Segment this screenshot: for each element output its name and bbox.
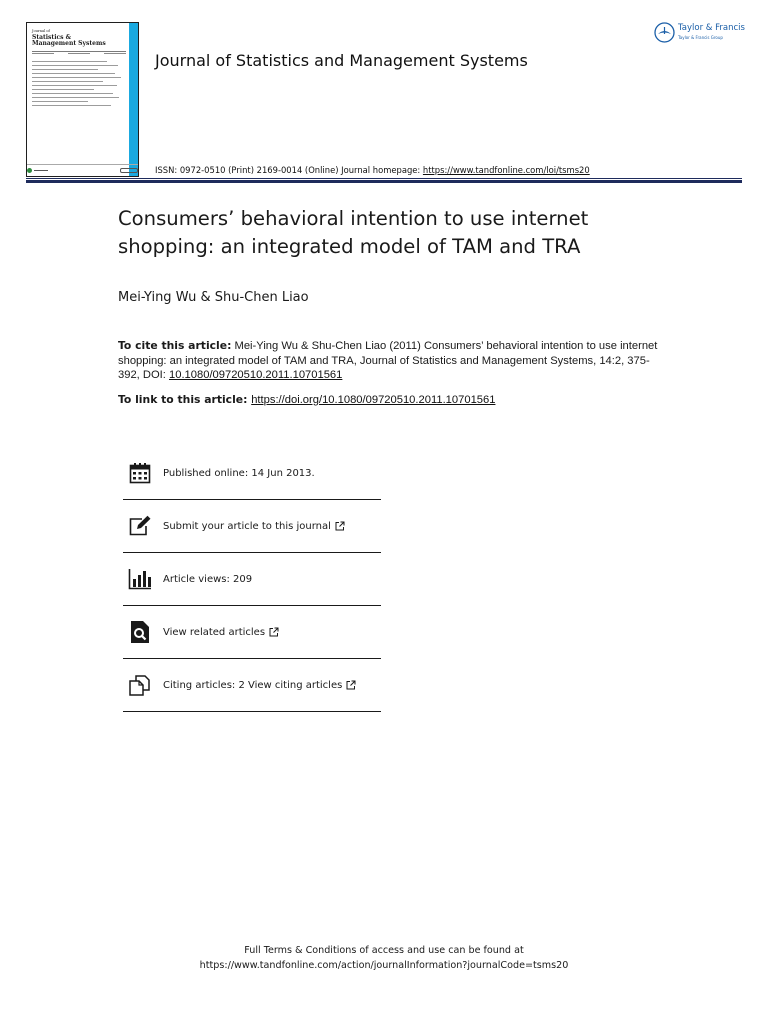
routledge-logo-icon — [120, 168, 138, 173]
journal-name: Journal of Statistics and Management Systems — [155, 51, 528, 70]
article-url-link[interactable]: https://doi.org/10.1080/09720510.2011.10701561 — [251, 394, 496, 406]
header-divider — [26, 180, 742, 183]
article-link-line — [118, 393, 495, 406]
journal-cover-thumbnail — [26, 22, 139, 177]
cite-label: To cite this article: — [118, 339, 232, 352]
cover-contents-lines — [32, 61, 126, 106]
cover-title: Journal of Statistics & Management Systems — [32, 29, 106, 47]
cover-accent-strip — [129, 23, 138, 176]
terms-footer — [0, 943, 768, 973]
article-authors: Mei-Ying Wu & Shu-Chen Liao — [118, 290, 309, 305]
published-online-label: Published online: 14 Jun 2013. — [163, 467, 315, 479]
citing-articles-label: Citing articles: 2 View citing articles — [163, 679, 343, 691]
calendar-icon — [128, 461, 152, 485]
citing-articles-icon — [128, 673, 152, 697]
article-views-label: Article views: 209 — [163, 573, 253, 585]
article-title: Consumers’ behavioral intention to use internet shopping: an integrated model of TAM and TRA — [118, 207, 589, 258]
terms-footer-link[interactable]: https://www.tandfonline.com/action/journalInformation?journalCode=tsms20 — [199, 960, 569, 971]
header-divider-thin — [26, 178, 742, 179]
edit-icon — [128, 514, 152, 538]
external-link-icon — [346, 680, 356, 690]
taylor-francis-logo-icon — [654, 22, 675, 43]
publisher-logo-icon — [27, 168, 32, 173]
citing-articles-row[interactable] — [123, 659, 381, 712]
publisher-name: Taylor & Francis — [678, 22, 745, 33]
journal-homepage-link[interactable]: https://www.tandfonline.com/loi/tsms20 — [422, 165, 590, 175]
terms-footer-line1: Full Terms & Conditions of access and use can be found at — [244, 945, 524, 956]
submit-article-label: Submit your article to this journal — [163, 520, 331, 532]
publisher-subname: Taylor & Francis Group — [678, 34, 723, 40]
bar-chart-icon — [128, 567, 152, 591]
article-info-list — [123, 447, 381, 712]
cover-footer — [27, 164, 138, 176]
article-views-row — [123, 553, 381, 606]
issn-line: ISSN: 0972-0510 (Print) 2169-0014 (Online) Journal homepage: https://www.tandfonline.com/loi/tsms20 — [155, 165, 590, 175]
published-online-row — [123, 447, 381, 500]
related-articles-label: View related articles — [163, 626, 266, 638]
doi-link[interactable]: 10.1080/09720510.2011.10701561 — [169, 369, 343, 381]
external-link-icon — [335, 521, 345, 531]
external-link-icon — [269, 627, 279, 637]
document-search-icon — [128, 620, 152, 644]
publisher-logo[interactable] — [654, 22, 745, 43]
link-label: To link to this article: — [118, 393, 252, 406]
related-articles-row[interactable] — [123, 606, 381, 659]
cite-text: Mei-Ying Wu & Shu-Chen Liao (2011) Consumers’ behavioral intention to use internet shopping: an integrated model of TAM and TRA, Journal of Statistics and Management Systems, 14:2, 375-392, DOI: — [118, 340, 658, 381]
submit-article-row[interactable] — [123, 500, 381, 553]
citation-block — [118, 339, 658, 383]
